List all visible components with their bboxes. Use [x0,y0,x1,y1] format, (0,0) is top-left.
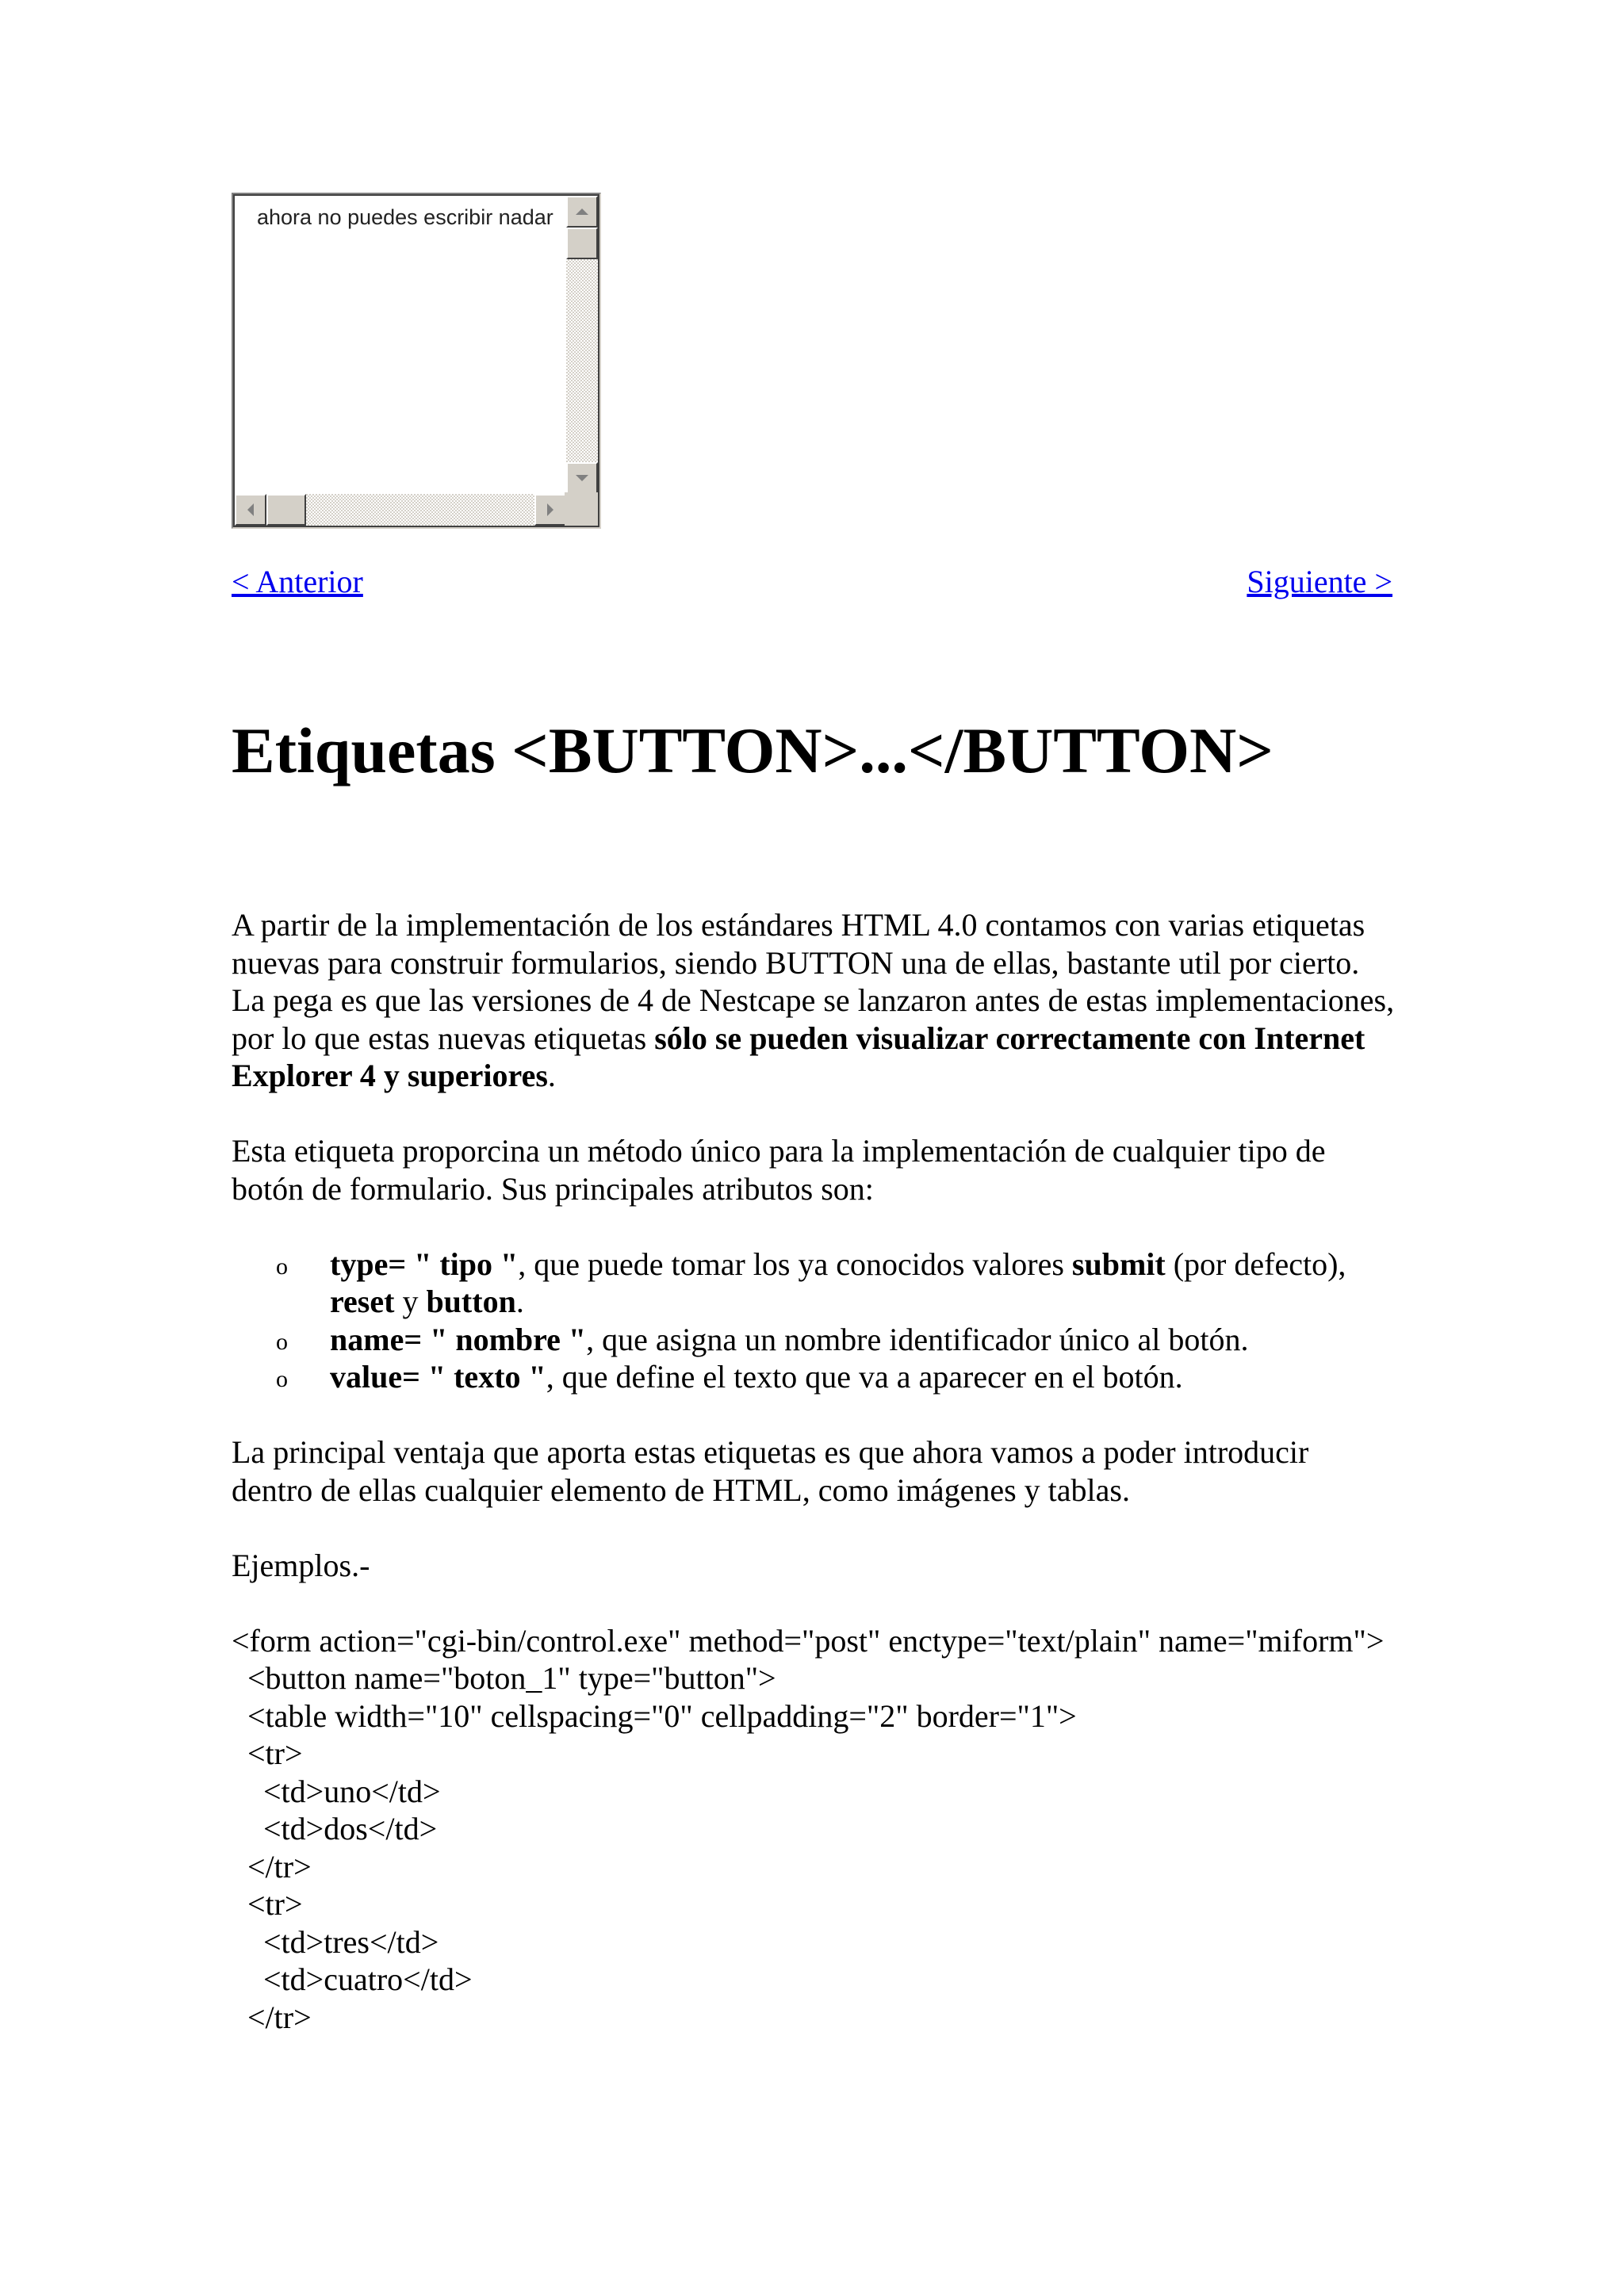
next-link[interactable]: Siguiente > [1247,564,1392,599]
horizontal-scrollbar[interactable] [235,494,566,526]
attributes-intro-paragraph: Esta etiqueta proporcina un método único para la implementación de cualquier tipo de botón de formulario. Sus principales atributos son: [232,1133,1326,1207]
attribute-value: submit [1071,1246,1166,1282]
attribute-desc: (por defecto), [1165,1246,1346,1282]
arrow-right-icon [547,503,553,516]
intro-emphasis: sólo se pueden visualizar correctamente con Internet Explorer 4 y superiores [232,1020,1365,1093]
list-item-type [276,1246,1397,1321]
intro-paragraph [232,906,1397,1095]
scrollbar-corner [565,492,598,526]
scroll-left-button[interactable] [235,494,266,526]
attribute-desc: . [515,1284,524,1319]
attribute-desc: , que asigna un nombre identificador único al botón. [586,1321,1249,1357]
attribute-desc: , que puede tomar los ya conocidos valores [518,1246,1072,1282]
attribute-value: reset [330,1284,395,1319]
textarea-value: ahora no puedes escribir nadar [257,205,553,229]
vertical-scroll-thumb[interactable] [566,228,598,259]
examples-label: Ejemplos.- [232,1547,370,1583]
bullet-icon: o [276,1366,288,1392]
attribute-name: value= " texto " [330,1359,546,1395]
arrow-left-icon [247,503,254,516]
article-body [232,906,1397,2036]
arrow-down-icon [576,475,588,481]
code-example: <form action="cgi-bin/control.exe" method="post" enctype="text/plain" name="miform"> <button name="boton_1" type="button"> <table width="10" cellspacing="0" cellpadding="2" border="1"> <tr> <td>uno</td> <td>dos</td> </tr> <tr> <td>tres</td> <td>cuatro</td> </tr> [232,1622,1385,2035]
attribute-name: type= " tipo " [330,1246,519,1282]
bullet-icon: o [276,1328,288,1355]
page-title: Etiquetas <BUTTON>...</BUTTON> [232,714,1274,786]
attribute-desc: , que define el texto que va a aparecer en el botón. [546,1359,1183,1395]
intro-text-end: . [547,1058,556,1093]
arrow-up-icon [576,209,588,215]
bullet-icon: o [276,1253,288,1280]
attribute-value: button [426,1284,516,1319]
list-item-value [276,1358,1397,1396]
horizontal-scroll-thumb[interactable] [266,494,306,526]
intro-text: A partir de la implementación de los estándares HTML 4.0 contamos con varias etiquetas nuevas para construir formularios, siendo BUTTON una de ellas, bastante util por cierto. La pega es que las versiones de 4 de Nestcape se lanzaron antes de estas implementaciones, por lo que estas nuevas etiquetas [232,907,1395,1056]
scroll-up-button[interactable] [566,196,598,228]
attribute-desc: y [394,1284,427,1319]
attribute-list [232,1246,1397,1396]
previous-link[interactable]: < Anterior [232,564,363,599]
vertical-scrollbar[interactable] [566,196,598,494]
list-item-name [276,1321,1397,1359]
attribute-name: name= " nombre " [330,1321,587,1357]
advantage-paragraph: La principal ventaja que aporta estas etiquetas es que ahora vamos a poder introducir dentro de ellas cualquier elemento de HTML, como imágenes y tablas. [232,1434,1309,1508]
scroll-right-button[interactable] [534,494,566,526]
scroll-down-button[interactable] [566,462,598,494]
disabled-textarea[interactable] [232,193,601,529]
